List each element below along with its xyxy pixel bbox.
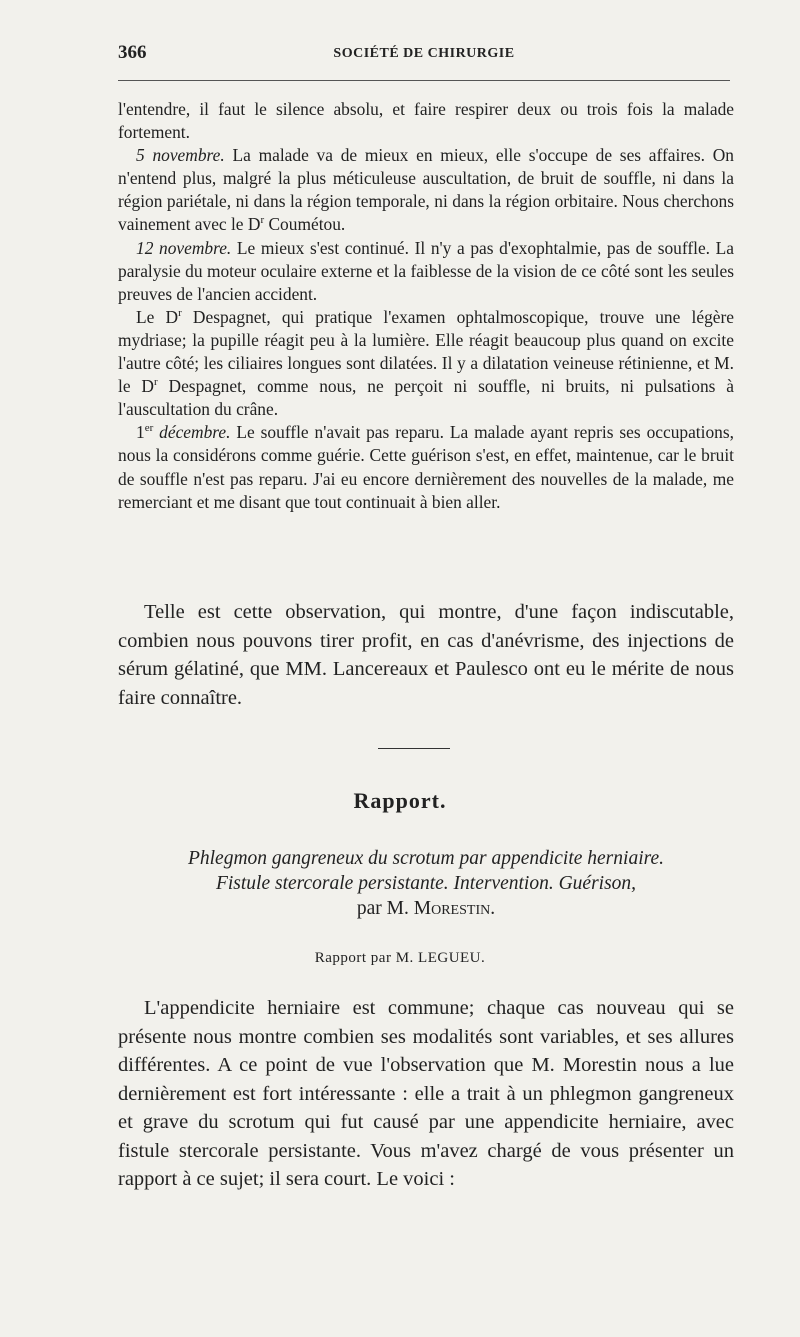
- section-divider: [378, 748, 450, 749]
- page-number: 366: [118, 42, 147, 63]
- section-title: Rapport.: [353, 788, 447, 813]
- author-name: Morestin.: [413, 898, 496, 919]
- paragraph: Telle est cette observation, qui montre, d'une façon indiscutable, combien nous pouvons tirer profit, en cas d'anévrisme, des injections de sérum gélatiné, que MM. Lancereaux et Paulesco ont eu le mérite de nous faire connaître.: [118, 601, 734, 709]
- paragraph: Le $D^r$ Despagnet, qui pratique l'examen ophtalmoscopique, trouve une légère mydriase; la pupille réagit peu à la lumière. Elle réagit beaucoup plus quand on excite l'autre côté; les ciliaires longues sont dilatées. Il y a dilatation veineuse rétinienne, et M. le $D^r$ Despagnet, comme nous, ne perçoit ni souffle, ni bruits, ni pulsations à l'auscultation du crâne.: [118, 306, 734, 420]
- header-rule: [118, 80, 730, 81]
- subtitle-line: Fistule stercorale persistante. Intervention. Guérison,: [215, 873, 637, 894]
- running-head: SOCIÉTÉ DE CHIRURGIE: [333, 46, 515, 61]
- paragraph: 12 novembre. Le mieux s'est continué. Il n'y a pas d'exophtalmie, pas de souffle. La paralysie du moteur oculaire externe et la faiblesse de la vision de ce côté sont les seules preuves de l'ancien accident.: [118, 237, 734, 304]
- date-label: 5 novembre.: [136, 145, 225, 166]
- report-byline: Rapport par M. LEGUEU.: [314, 950, 486, 966]
- page-header: [118, 42, 730, 66]
- report-body: [118, 994, 734, 1194]
- subtitle-author-line: par M. Morestin.: [356, 898, 496, 919]
- paragraph: 5 novembre. La malade va de mieux en mieux, elle s'occupe de ses affaires. On n'entend plus, malgré la plus méticuleuse auscultation, de bruit de souffle, ni dans la région pariétale, ni dans la région temporale, ni dans la région orbitaire. Nous cherchons vainement avec le $D^r$ Coumétou.: [118, 145, 734, 235]
- subtitle-line: Phlegmon gangreneux du scrotum par appendicite herniaire.: [187, 848, 665, 869]
- paragraph: 1er décembre. Le souffle n'avait pas reparu. La malade ayant repris ses occupations, nous la considérons comme guérie. Cette guérison s'est, en effet, maintenue, car le bruit de souffle n'est pas reparu. J'ai eu encore dernièrement des nouvelles de la malade, me remerciant et me disant que tout continuait à bien aller.: [118, 422, 734, 512]
- conclusion-text: [118, 598, 734, 712]
- paragraph: l'entendre, il faut le silence absolu, et faire respirer deux ou trois fois la malade fortement.: [118, 99, 734, 143]
- paragraph: L'appendicite herniaire est commune; chaque cas nouveau qui se présente nous montre combien ses modalités sont variables, et ses allures différentes. A ce point de vue l'observation que M. Morestin nous a lue dernièrement est fort intéressante : elle a trait à un phlegmon gangreneux et grave du scrotum qui fut causé par une appendicite herniaire, avec fistule stercorale persistante. Vous m'avez chargé de vous présenter un rapport à ce sujet; il sera court. Le voici :: [118, 997, 734, 1190]
- report-subtitle: [118, 846, 734, 921]
- date-label: décembre.: [153, 422, 231, 443]
- observation-text: [118, 98, 734, 514]
- date-label: 12 novembre.: [136, 237, 232, 258]
